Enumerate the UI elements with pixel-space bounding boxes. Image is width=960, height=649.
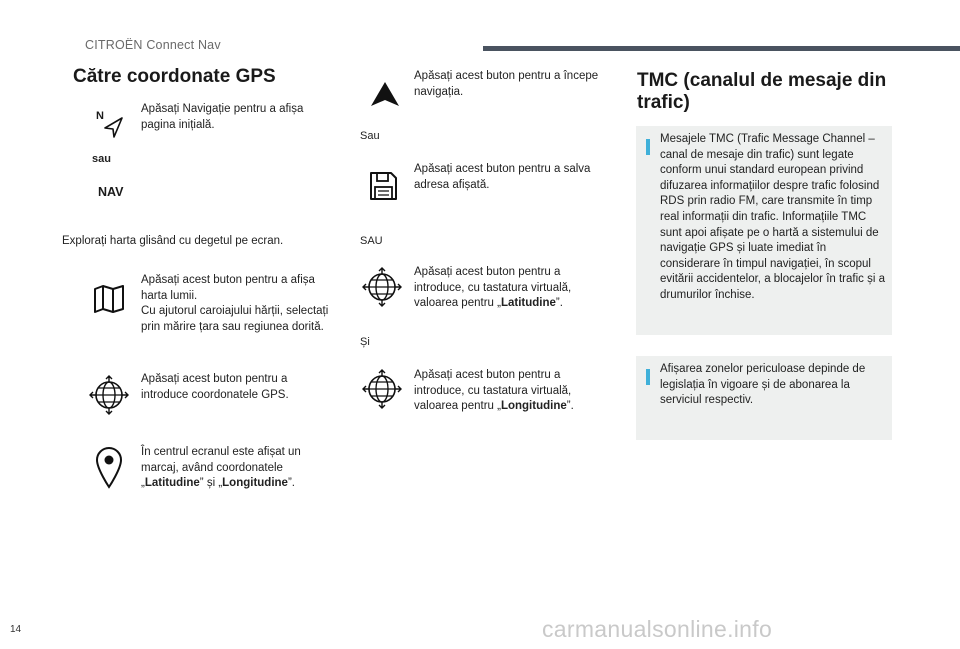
manual-title: CITROËN Connect Nav — [85, 38, 221, 52]
info-icon — [646, 139, 650, 155]
marker-latitude: Latitudine — [144, 477, 200, 489]
nav-label-icon: NAV — [98, 185, 124, 199]
section-heading-tmc: TMC (canalul de mesaje din trafic) — [637, 70, 887, 113]
marker-mid: ” și „ — [199, 477, 223, 489]
globe-icon — [88, 374, 130, 416]
tmc-info-text: Mesajele TMC (Trafic Message Channel – canal de mesaje din trafic) sunt legate conform unui standard european privind difuzarea informațiilor despre trafic folosind RDS prin radio FM, care transmite în timp real informații din trafic. Informațiile TMC sunt apoi afișate pe o hartă a sistemului de navigație GPS și luate imediat în considerare în timpul navigației, în scopul evitării accidentelor, a blocajelor în trafic și a drumurilor închise. — [660, 133, 885, 301]
danger-zone-text: Afișarea zonelor periculoase depinde de legislația în vigoare și de abonarea la serviciul respectiv. — [660, 363, 866, 407]
sau-label-1: Sau — [360, 130, 380, 142]
marker-longitude: Longitudine — [222, 477, 288, 489]
watermark: carmanualsonline.info — [542, 616, 773, 642]
si-label: Și — [360, 336, 370, 348]
sau-label: sau — [92, 153, 111, 165]
save-icon — [367, 170, 399, 202]
nav-instruction: Apăsați Navigație pentru a afișa pagina inițială. — [141, 103, 304, 131]
long-bold: Longitudine — [500, 400, 567, 412]
tmc-info-box — [636, 126, 892, 335]
header-bar — [483, 46, 960, 51]
globe-longitude-icon — [361, 368, 403, 410]
marker-text: În centrul ecranul este afișat un marcaj, având coordonatele „ — [141, 446, 301, 489]
save-instruction: Apăsați acest buton pentru a salva adresa afișată. — [414, 163, 591, 191]
globe-latitude-icon — [361, 266, 403, 308]
marker-instruction — [141, 445, 321, 492]
long-end: ”. — [566, 400, 574, 412]
info-icon-2 — [646, 369, 650, 385]
map-instruction: Apăsați acest buton pentru a afișa harta lumii. Cu ajutorul caroiajului hărții, selectați prin mărire țara sau regiunea dorită. — [141, 274, 329, 333]
map-icon — [92, 283, 126, 315]
sau-label-2: SAU — [360, 235, 383, 247]
lat-end: ”. — [555, 297, 563, 309]
lat-bold: Latitudine — [500, 297, 556, 309]
long-text: Apăsați acest buton pentru a introduce, cu tastatura virtuală, valoarea pentru „ — [414, 369, 572, 412]
section-heading-gps: Către coordonate GPS — [73, 66, 276, 87]
longitude-instruction — [414, 368, 614, 415]
danger-zone-info-box — [636, 356, 892, 440]
gps-instruction: Apăsați acest buton pentru a introduce coordonatele GPS. — [141, 373, 289, 401]
marker-end: ”. — [287, 477, 295, 489]
explore-text: Explorați harta glisând cu degetul pe ecran. — [62, 235, 284, 247]
lat-text: Apăsați acest buton pentru a introduce, cu tastatura virtuală, valoarea pentru „ — [414, 266, 572, 309]
latitude-instruction — [414, 265, 614, 312]
start-instruction: Apăsați acest buton pentru a începe navigația. — [414, 70, 599, 98]
start-navigation-icon — [368, 80, 402, 108]
map-pin-icon — [94, 445, 124, 489]
navigation-arrow-icon — [96, 110, 126, 140]
north-letter: N — [96, 110, 104, 122]
page-number: 14 — [10, 624, 22, 635]
